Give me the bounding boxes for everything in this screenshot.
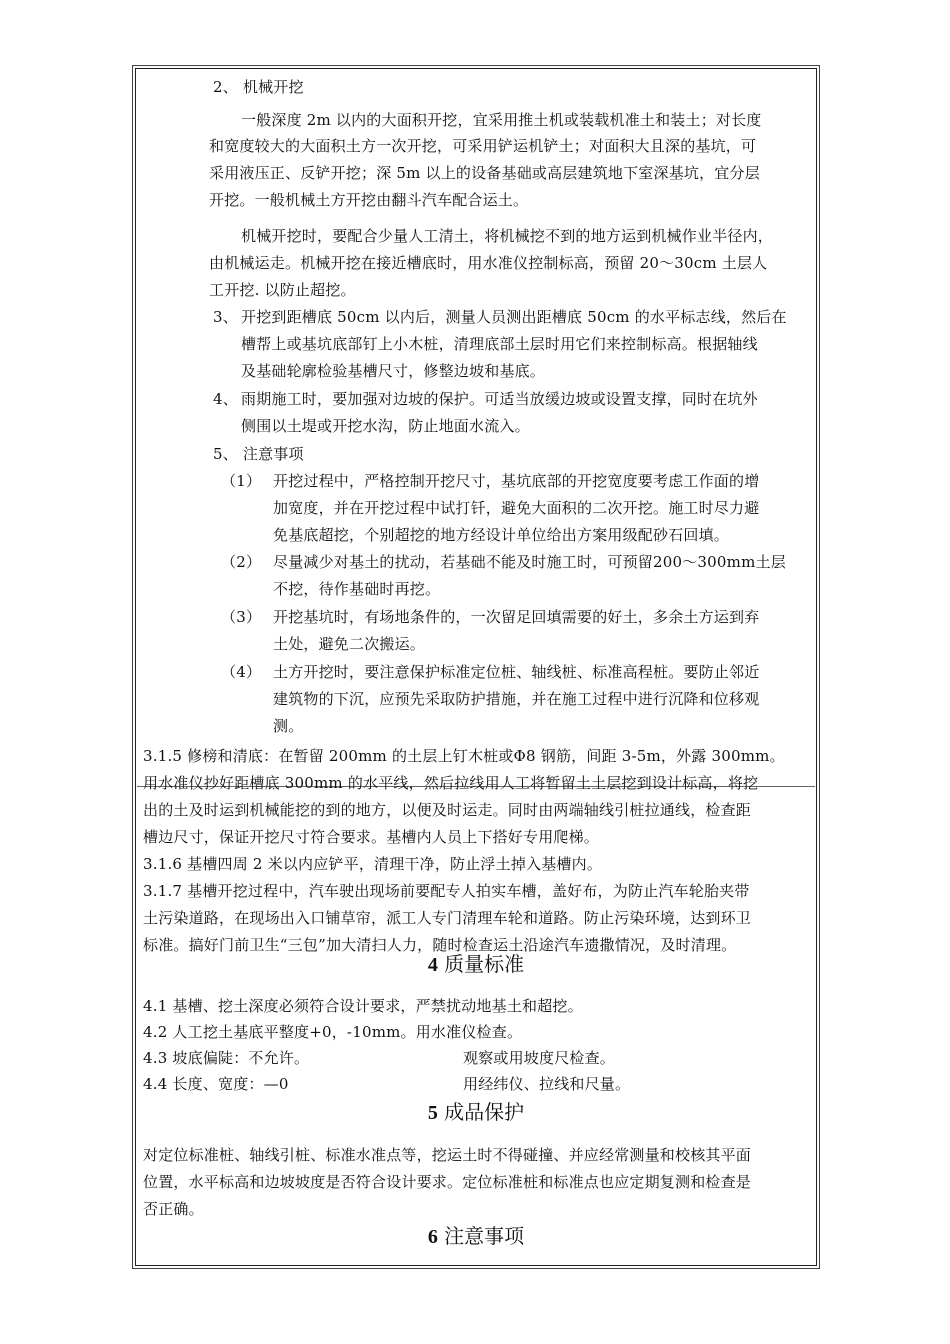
section-2-para1-line2: 和宽度较大的大面积土方一次开挖，可采用铲运机铲土；对面积大且深的基坑，可 bbox=[209, 137, 757, 155]
protection-line2: 位置，水平标高和边坡坡度是否符合设计要求。定位标准桩和标准点也应定期复测和检查是 bbox=[143, 1173, 752, 1191]
note-1-number: （1） bbox=[221, 472, 262, 490]
section-heading-notes bbox=[136, 1223, 816, 1250]
para-3-1-5-line4: 槽边尺寸，保证开挖尺寸符合要求。基槽内人员上下搭好专用爬梯。 bbox=[143, 828, 600, 846]
protection-line1: 对定位标准桩、轴线引桩、标准水准点等，挖运土时不得碰撞、并应经常测量和校核其平面 bbox=[143, 1146, 752, 1164]
document-frame bbox=[135, 68, 817, 1266]
section-2-para2-line2: 由机械运走。机械开挖在接近槽底时，用水准仪控制标高，预留 20～30cm 土层人 bbox=[209, 254, 768, 272]
section-heading-quality bbox=[136, 951, 816, 978]
note-1-line2: 加宽度，并在开挖过程中试打钎，避免大面积的二次开挖。施工时尽力避 bbox=[273, 499, 760, 517]
section-2-para2-line1: 机械开挖时，要配合少量人工清土，将机械挖不到的地方运到机械作业半径内， bbox=[241, 227, 774, 245]
section-4-line2: 侧围以土堤或开挖水沟，防止地面水流入。 bbox=[241, 417, 530, 435]
section-2-para2-line3: 工开挖. 以防止超挖。 bbox=[209, 281, 356, 299]
heading-quality-number: 4 bbox=[427, 954, 438, 976]
note-2-line2: 不挖，待作基础时再挖。 bbox=[273, 580, 441, 598]
note-3-number: （3） bbox=[221, 608, 262, 626]
section-3-line3: 及基础轮廓检验基槽尺寸，修整边坡和基底。 bbox=[241, 362, 546, 380]
note-1-line3: 免基底超挖，个别超挖的地方经设计单位给出方案用级配砂石回填。 bbox=[273, 526, 730, 544]
quality-4-3-method: 观察或用坡度尺检查。 bbox=[463, 1049, 616, 1067]
section-2-para1-line4: 开挖。一般机械土方开挖由翻斗汽车配合运土。 bbox=[209, 191, 529, 209]
note-1-line1: 开挖过程中，严格控制开挖尺寸，基坑底部的开挖宽度要考虑工作面的增 bbox=[273, 472, 760, 490]
note-4-line3: 测。 bbox=[273, 717, 304, 735]
heading-notes-text: 注意事项 bbox=[444, 1224, 525, 1248]
para-3-1-5-line1: 3.1.5 修榜和清底：在暂留 200mm 的土层上钉木桩或Φ8 钢筋，间距 3-5m，外露 300mm。 bbox=[143, 747, 785, 765]
note-3-line1: 开挖基坑时，有场地条件的，一次留足回填需要的好土，多余土方运到弃 bbox=[273, 608, 760, 626]
section-3-number: 3、 bbox=[213, 308, 238, 326]
para-3-1-7-line1: 3.1.7 基槽开挖过程中，汽车驶出现场前要配专人拍实车槽，盖好布，为防止汽车轮胎夹带 bbox=[143, 882, 750, 900]
note-2-number: （2） bbox=[221, 553, 262, 571]
note-4-line1: 土方开挖时，要注意保护标准定位桩、轴线桩、标准高程桩。要防止邻近 bbox=[273, 663, 760, 681]
heading-notes-number: 6 bbox=[427, 1226, 438, 1248]
section-4-number: 4、 bbox=[213, 390, 238, 408]
section-5-heading: 5、 注意事项 bbox=[213, 445, 304, 463]
section-heading-protection bbox=[136, 1099, 816, 1126]
heading-protection-text: 成品保护 bbox=[444, 1100, 525, 1124]
section-4-line1: 雨期施工时，要加强对边坡的保护。可适当放缓边坡或设置支撑，同时在坑外 bbox=[241, 390, 758, 408]
para-3-1-7-line2: 土污染道路，在现场出入口铺草帘，派工人专门清理车轮和道路。防止污染环境，达到环卫 bbox=[143, 909, 752, 927]
quality-4-1: 4.1 基槽、挖土深度必须符合设计要求，严禁扰动地基土和超挖。 bbox=[143, 997, 583, 1015]
heading-protection-number: 5 bbox=[427, 1102, 438, 1124]
note-4-line2: 建筑物的下沉，应预先采取防护措施，并在施工过程中进行沉降和位移观 bbox=[273, 690, 760, 708]
section-3-line2: 槽帮上或基坑底部钉上小木桩，清理底部土层时用它们来控制标高。根据轴线 bbox=[241, 335, 758, 353]
quality-4-3-label: 4.3 坡底偏陡：不允许。 bbox=[143, 1049, 310, 1067]
heading-quality-text: 质量标准 bbox=[444, 952, 525, 976]
para-3-1-7-line3: 标准。搞好门前卫生“三包”加大清扫人力，随时检查运土沿途汽车遗撒情况，及时清理。 bbox=[143, 936, 737, 954]
quality-4-4-method: 用经纬仪、拉线和尺量。 bbox=[463, 1075, 631, 1093]
quality-4-2: 4.2 人工挖土基底平整度+0，-10mm。用水准仪检查。 bbox=[143, 1023, 523, 1041]
section-3-line1: 开挖到距槽底 50cm 以内后，测量人员测出距槽底 50cm 的水平标志线，然后在 bbox=[241, 308, 787, 326]
quality-4-4-label: 4.4 长度、宽度：—0 bbox=[143, 1075, 289, 1093]
section-2-para1-line3: 采用液压正、反铲开挖；深 5m 以上的设备基础或高层建筑地下室深基坑，宜分层 bbox=[209, 164, 760, 182]
para-3-1-6: 3.1.6 基槽四周 2 米以内应铲平，清理干净，防止浮土掉入基槽内。 bbox=[143, 855, 603, 873]
note-4-number: （4） bbox=[221, 663, 262, 681]
para-3-1-5-line3: 出的土及时运到机械能挖的到的地方，以便及时运走。同时由两端轴线引桩拉通线，检查距 bbox=[143, 801, 752, 819]
note-2-line1: 尽量减少对基土的扰动，若基础不能及时施工时，可预留200～300mm土层 bbox=[273, 553, 786, 571]
protection-line3: 否正确。 bbox=[143, 1200, 204, 1218]
section-2-para1-line1: 一般深度 2m 以内的大面积开挖，宜采用推土机或装载机准土和装土；对长度 bbox=[241, 111, 762, 129]
section-2-heading: 2、 机械开挖 bbox=[213, 78, 304, 96]
note-3-line2: 土处，避免二次搬运。 bbox=[273, 635, 426, 653]
para-3-1-5-line2: 用水准仪抄好距槽底 300mm 的水平线，然后拉线用人工将暂留土土层挖到设计标高，将挖 bbox=[143, 774, 759, 792]
